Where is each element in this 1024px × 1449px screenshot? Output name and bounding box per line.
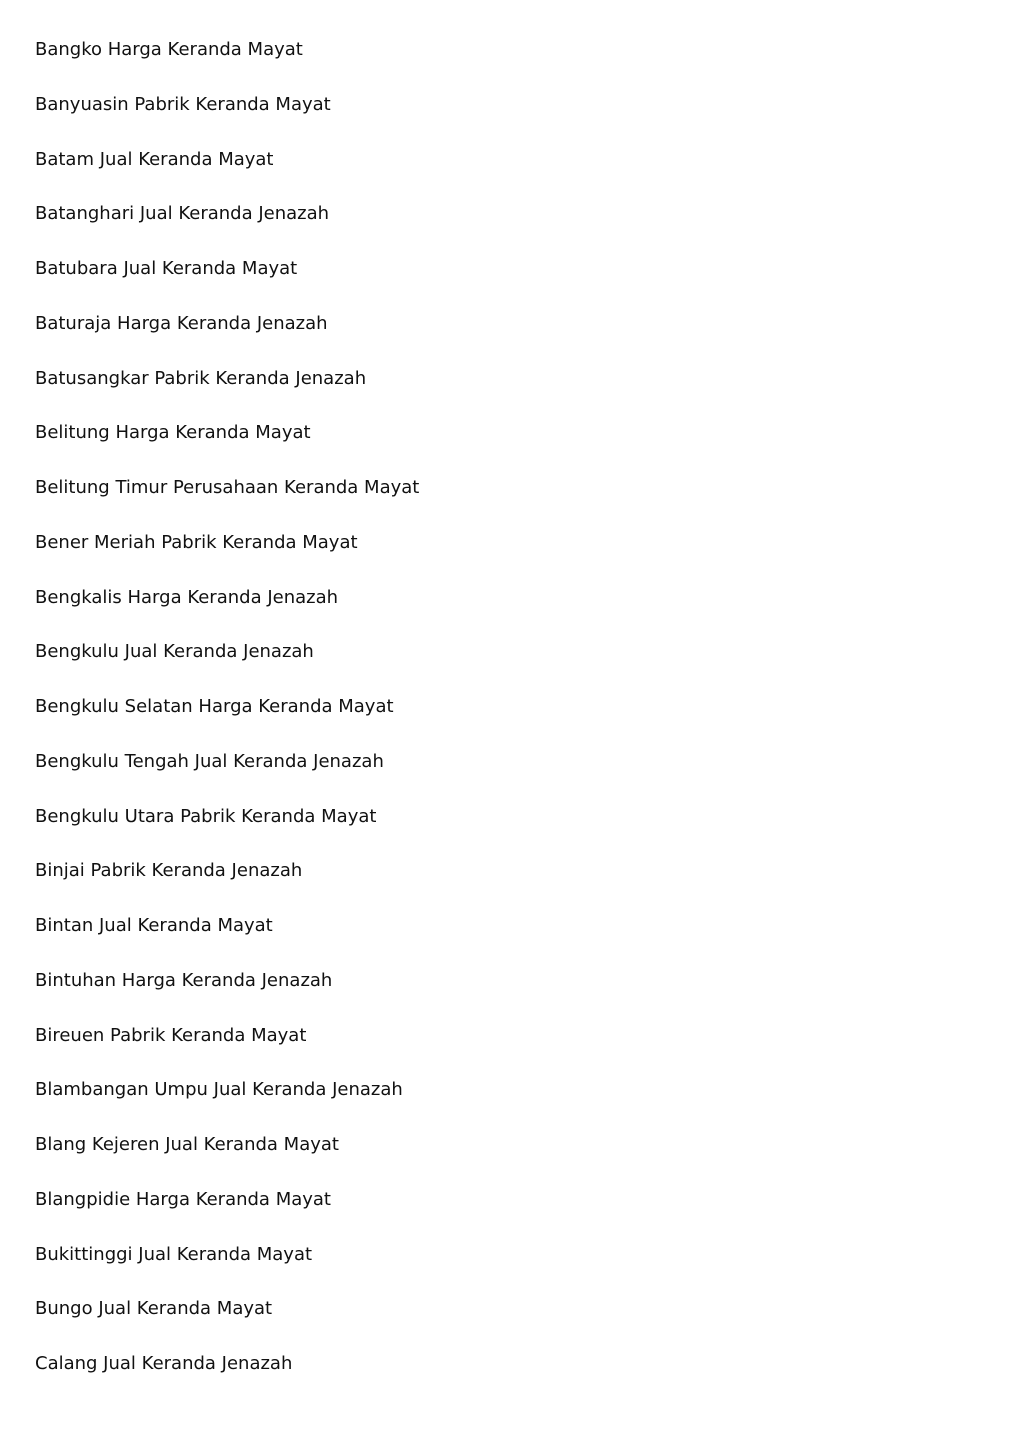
location-list — [35, 36, 419, 1405]
list-item: Bukittinggi Jual Keranda Mayat — [35, 1243, 313, 1265]
list-item: Belitung Timur Perusahaan Keranda Mayat — [35, 477, 420, 498]
list-item: Batam Jual Keranda Mayat — [35, 148, 274, 170]
list-item: Blangpidie Harga Keranda Mayat — [35, 1188, 331, 1210]
list-item: Bengkulu Jual Keranda Jenazah — [35, 641, 314, 663]
list-item: Bintan Jual Keranda Mayat — [35, 915, 273, 936]
list-item: Bengkulu Utara Pabrik Keranda Mayat — [35, 805, 377, 827]
list-item: Batusangkar Pabrik Keranda Jenazah — [35, 367, 367, 389]
list-item: Banyuasin Pabrik Keranda Mayat — [35, 93, 331, 115]
list-item: Bengkulu Tengah Jual Keranda Jenazah — [35, 750, 384, 772]
list-item: Belitung Harga Keranda Mayat — [35, 422, 311, 444]
list-item: Batanghari Jual Keranda Jenazah — [35, 203, 330, 225]
list-item: Blang Kejeren Jual Keranda Mayat — [35, 1134, 339, 1155]
list-item: Calang Jual Keranda Jenazah — [35, 1353, 293, 1374]
list-item: Binjai Pabrik Keranda Jenazah — [35, 860, 303, 882]
list-item: Bangko Harga Keranda Mayat — [35, 39, 303, 60]
list-item: Blambangan Umpu Jual Keranda Jenazah — [35, 1079, 403, 1101]
list-item: Bungo Jual Keranda Mayat — [35, 1298, 273, 1320]
list-item: Bengkalis Harga Keranda Jenazah — [35, 586, 339, 608]
list-item: Bener Meriah Pabrik Keranda Mayat — [35, 531, 358, 553]
list-item: Bengkulu Selatan Harga Keranda Mayat — [35, 696, 394, 717]
list-item: Bireuen Pabrik Keranda Mayat — [35, 1024, 307, 1046]
list-item: Bintuhan Harga Keranda Jenazah — [35, 969, 333, 991]
list-item: Baturaja Harga Keranda Jenazah — [35, 312, 328, 334]
list-item: Batubara Jual Keranda Mayat — [35, 258, 298, 279]
